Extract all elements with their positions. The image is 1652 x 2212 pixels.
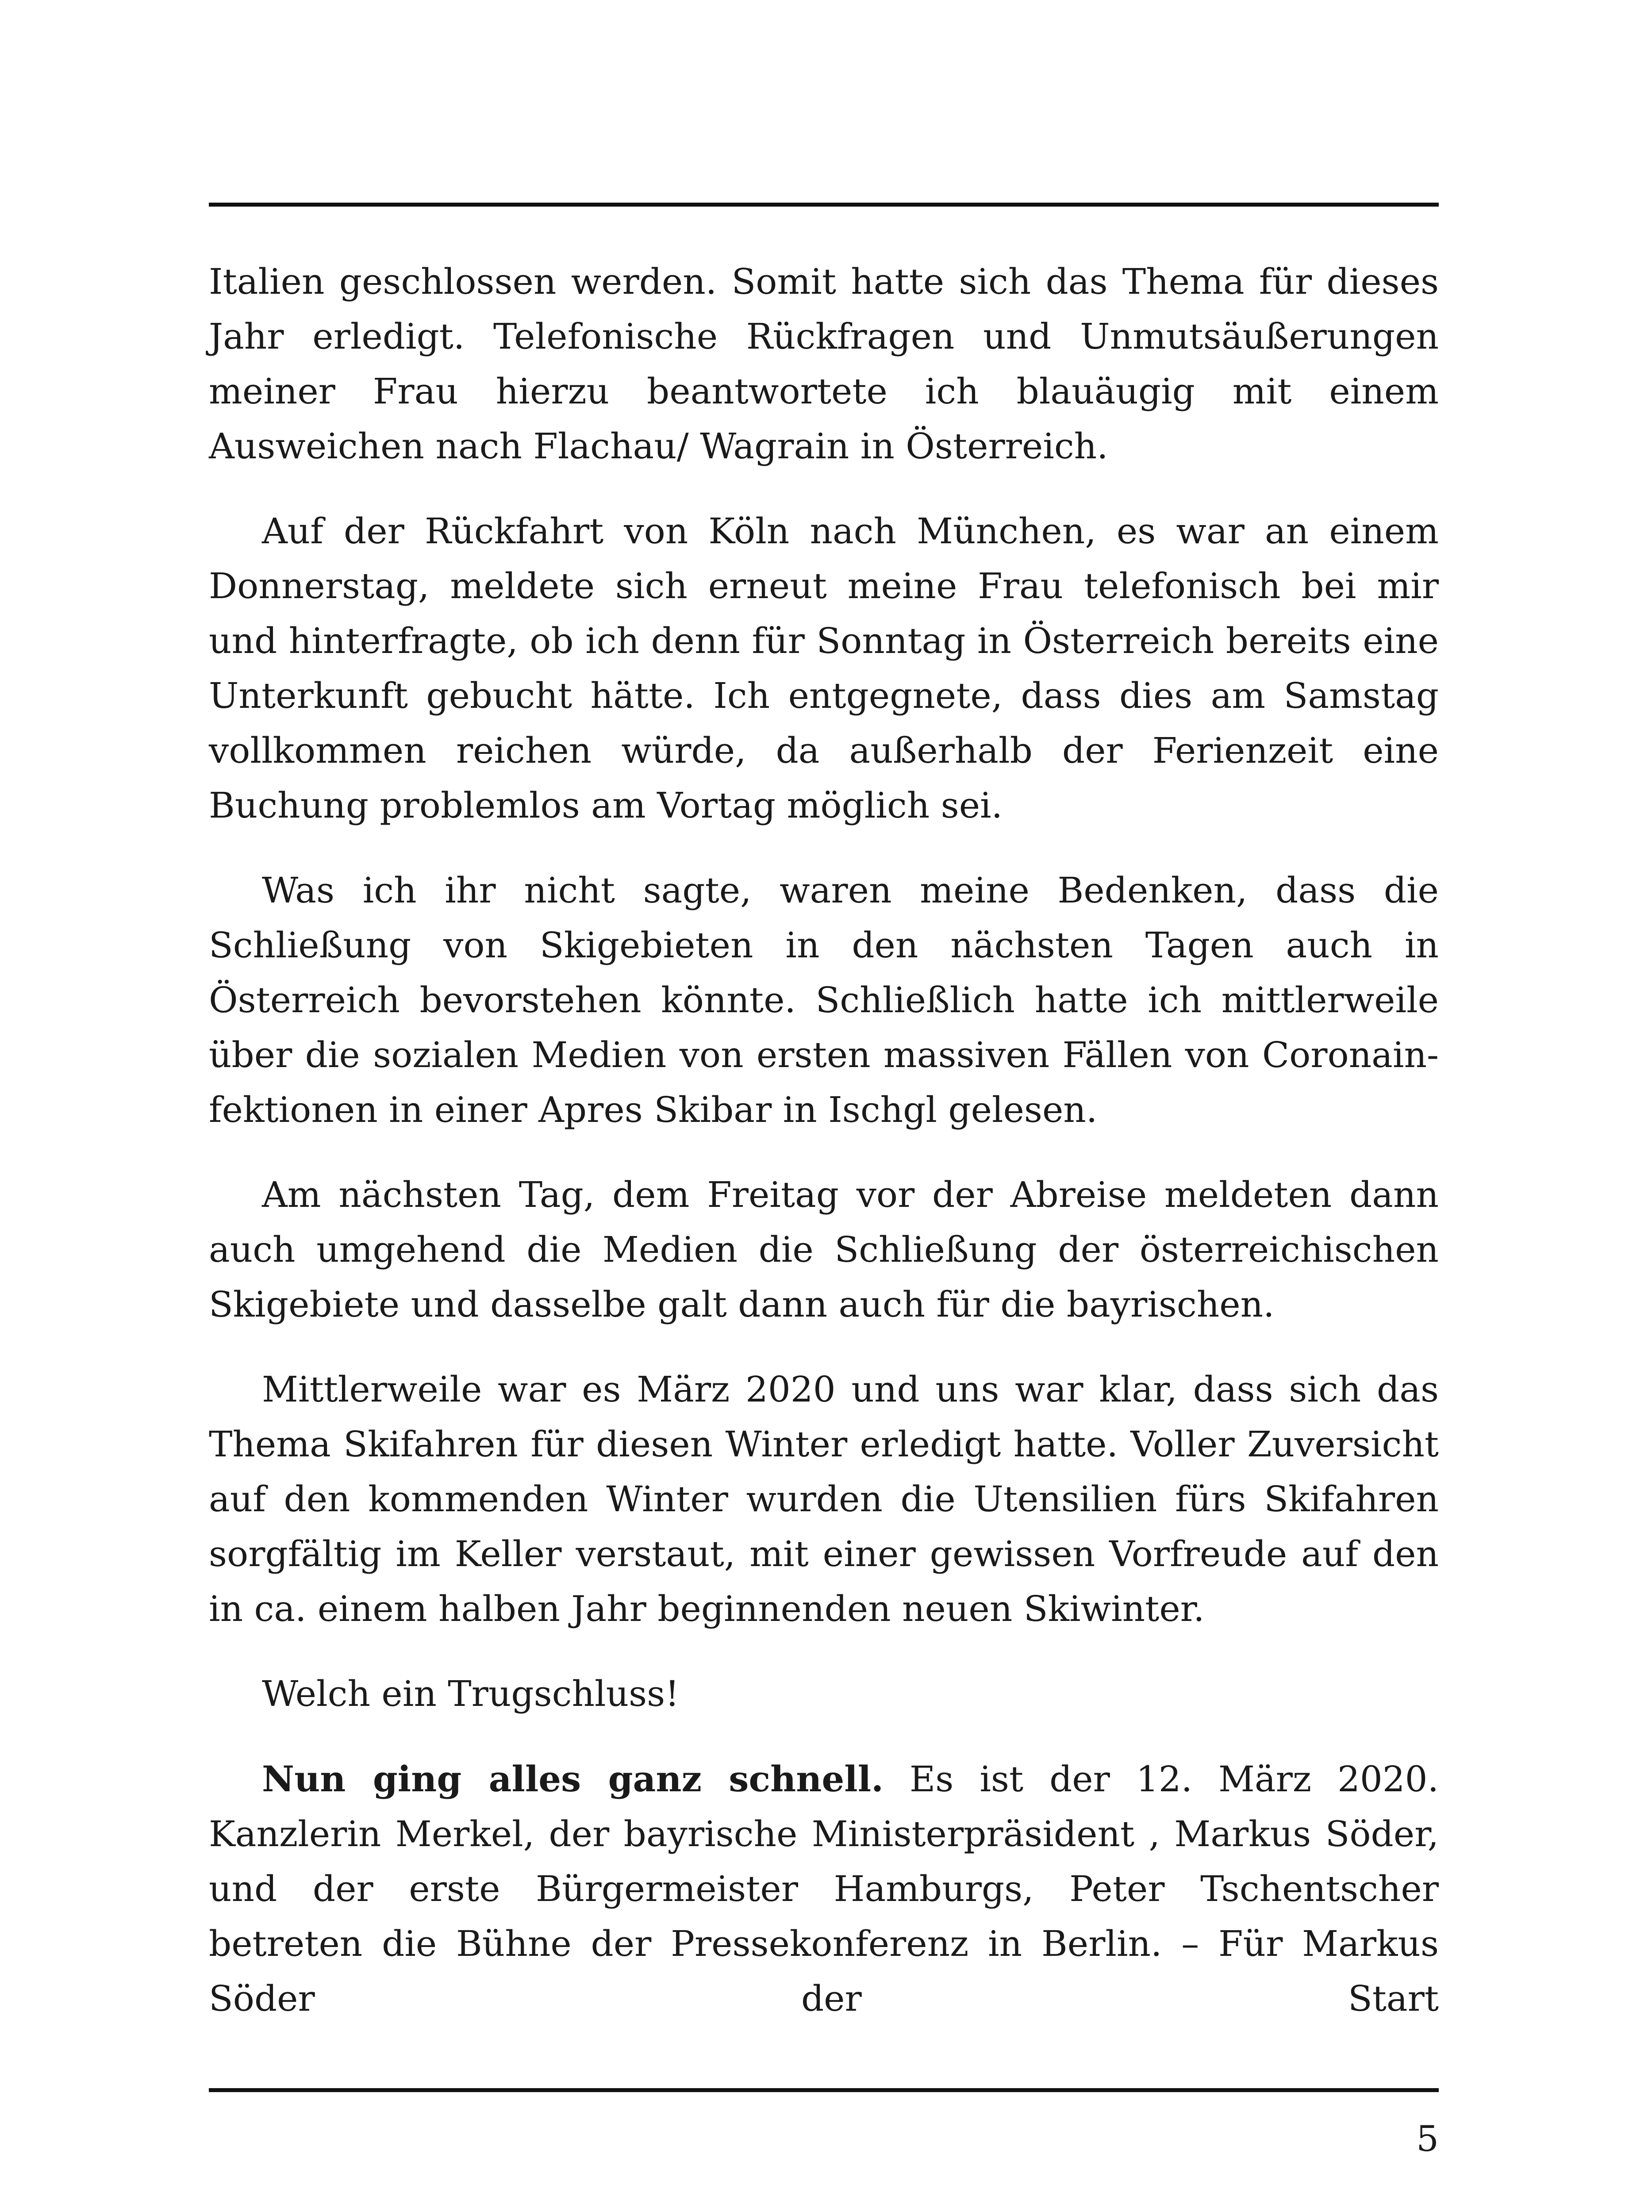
- footer-rule: [209, 2088, 1439, 2092]
- page-number: 5: [1416, 2118, 1439, 2159]
- paragraph-6: Welch ein Trugschluss!: [262, 1673, 680, 1714]
- paragraph-1: Italien geschlossen werden. Somit hatte sich das Thema für dieses Jahr erledigt. Telefonische Rückfragen und Unmutsäußerungen meiner Frau hierzu beantwortete ich blauäugig mit einem Ausweichen nach Flachau/ Wagrain in Österreich.: [209, 261, 1439, 467]
- paragraph-4: Am nächsten Tag, dem Freitag vor der Abreise meldeten dann auch umgehend die Medien die Schließung der österreichischen Skigebiete und dasselbe galt dann auch für die bayrischen.: [209, 1174, 1439, 1325]
- body-text: [209, 254, 1439, 2056]
- paragraph-7: [209, 1751, 1439, 2026]
- paragraph-2: Auf der Rückfahrt von Köln nach München, es war an einem Donnerstag, meldete sich erneut meine Frau telefonisch bei mir und hinterfragte, ob ich denn für Sonntag in Österreich bereits eine Unterkunft gebucht hätte. Ich entgegnete, dass dies am Samstag vollkommen reichen würde, da außerhalb der Ferienzeit eine Buchung problemlos am Vortag möglich sei.: [209, 511, 1439, 826]
- paragraph-3: Was ich ihr nicht sagte, waren meine Bedenken, dass die Schließung von Skigebieten in den nächsten Tagen auch in Österreich bevorstehen könnte. Schließlich hatte ich mittlerweile über die sozialen Medien von ersten massiven Fällen von Coronain-fektionen in einer Apres Skibar in Ischgl gelesen.: [209, 870, 1439, 1130]
- header-rule: [209, 203, 1439, 207]
- paragraph-7-lead: Nun ging alles ganz schnell.: [262, 1758, 884, 1800]
- paragraph-5: Mittlerweile war es März 2020 und uns war klar, dass sich das Thema Skifahren für diesen Winter erledigt hatte. Voller Zuversicht auf den kommenden Winter wurden die Utensilien fürs Skifahren sorgfältig im Keller verstaut, mit einer gewissen Vorfreude auf den in ca. einem halben Jahr beginnenden neuen Skiwinter.: [209, 1369, 1439, 1629]
- paragraph-7-text: Es ist der 12. März 2020. Kanzlerin Merkel, der bayrische Ministerpräsident , Markus Söder, und der erste Bürgermeister Hamburgs, Peter Tschentscher betreten die Bühne der Pressekonferenz in Berlin. – Für Markus Söder der Start: [209, 1759, 1439, 2019]
